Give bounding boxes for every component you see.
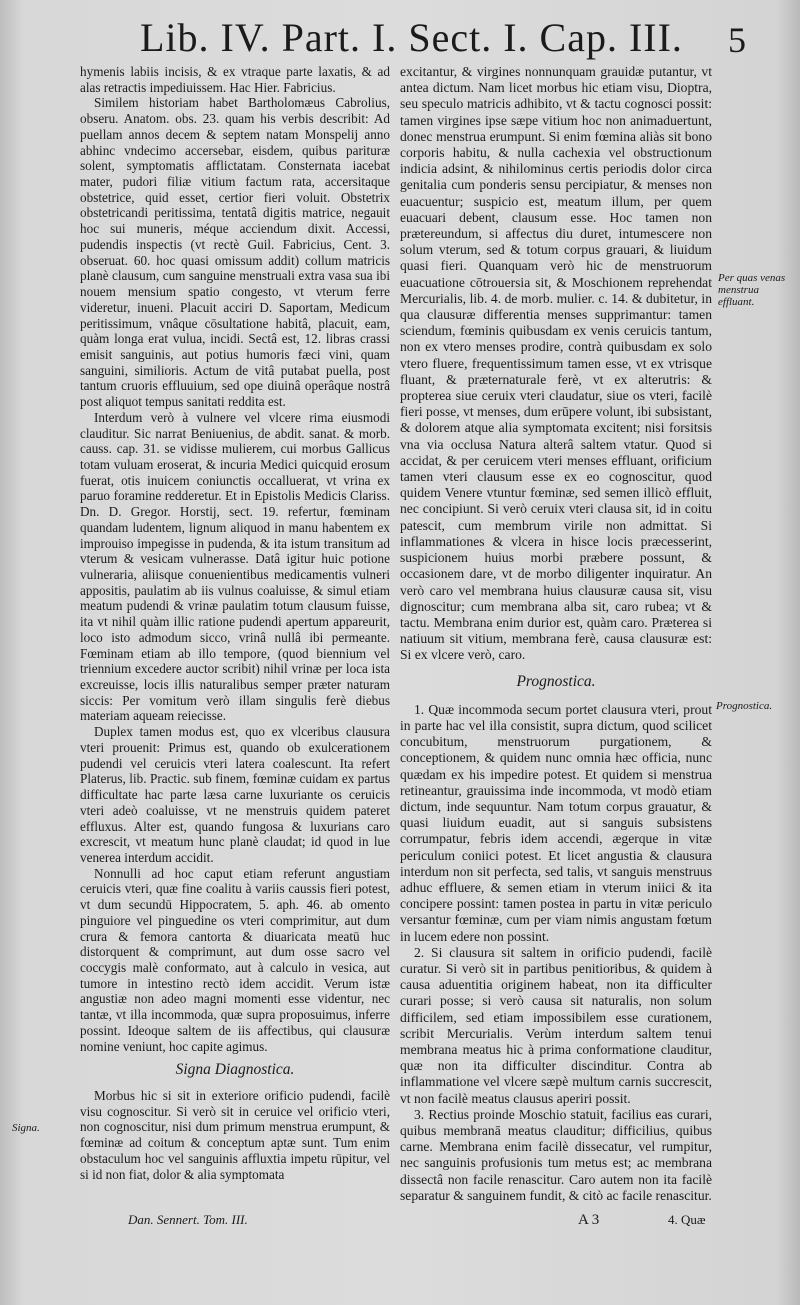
section-title-prognostica: Prognostica. (516, 672, 596, 690)
left-paragraph-1: hymenis labiis incisis, & ex vtraque parte laxatis, & ad alas retractis impediuissem. Hac Hier. Fabricius. (80, 64, 390, 95)
right-column (400, 64, 712, 1204)
left-paragraph-2: Similem historiam habet Bartholomæus Cabrolius, obseru. Anatom. obs. 23. quam his verbis describit: Ad puellam annos decem & septem natam Monspelij anno abhinc vndecimo accersebar, eisdem, quibus parituræ solent, symptomatis afflictatam. Consternata iacebat mater, pudori filiæ vitium factum rata, accersitaque obstetrice, quid esset, certior fieri voluit. Obstetrix obstetricandi peritissima, tentatâ digitis matrice, negauit hoc sui muneris, méque acciendum dixit. Accessi, pudendis inspectis (vt rectè Guil. Fabricius, Cent. 3. obseruat. 60. hoc quasi omissum addit) collum matricis planè clausum, cum sanguine menstruali extra vasa sua ibi nouem mensium spatio congesto, vt vterum ferre videretur, inueni. Placuit acciri D. Saportam, Medicum peritissimum, vnâque cōsultatione habitâ, placuit, eam, quàm longa erat vulua, incidi. Sectâ est, 12. libras crassi emisit sanguinis, aut potius humoris fæci vini, quam sanguini, similioris. Actum de vitâ putabat puella, post tantum cruoris effluuium, sed ope diuinâ operâque nostrâ post aliquot tempus sanitati reddita est. (80, 95, 390, 410)
right-paragraph-1: excitantur, & virgines nonnunquam grauidæ putantur, vt antea dictum. Nam licet morbus hic etiam visu, Dioptra, seu speculo matricis adhibito, vt & tactu cognosci possit: tamen virgines ipse sæpe vitium hoc non animaduertunt, donec menstrua erumpunt. Si enim fœmina aliàs sit bono corporis habitu, & nulla cachexia vel obstructionum indicia adsint, & nihilominus certis periodis dolor circa genitalia cum ponderis sensu percipiatur, & menses non euacuentur; suspicio est, meatum illum, per quem euacuari debent, clausum esse. Hoc tamen non prætereundum, si affectus diu duret, intumescere non solum vterum, sed & totum corpus grauari, & liuidum quasi fieri. Quanquam verò hic de menstruorum euacuatione cōtrouersia sit, & Moschionem reprehendat Mercurialis, lib. 4. de morb. mulier. c. 14. & dubitetur, in qua clausuræ differentia menses supprimantur: tamen sciendum, fœminis quibusdam ex venis ceruicis tantum, non ex vtero menses prodire, contrà quibusdam ex solo vtero fluere, frequentissimum tamen esse, vt ex vtrisque fluant, & præternaturale ferè, vt ex alterutris: & propterea siue ceruix vteri claudatur, siue os vteri, facilè fieri posse, vt menses, dum erūpere volunt, ibi subsistant, & dolorem atque alia symptomata excitent; nisi forsitsis vna via occlusa Natura alterâ saltem vtatur. Quod si accidat, & per ceruicem vteri menses effluant, orificium tamen vteri clausum esse ex eo cognoscitur, quod quidem Venere vtuntur fœminæ, sed semen illicò effluit, nec concipiunt. Si verò ceruix vteri clausa sit, id in coitu patescit, cum membrum virile non admittat. Si inflammationes & vlcera in hisce locis præcesserint, suspicionem huius morbi præbere possunt, & occasionem dare, vt de morbo diligenter inquiratur. An verò caro vel membrana huius clausuræ causa sit, visu dignoscitur; cum membrana alba sit, caro rubea; vt & tactu. Membrana enim durior est, quàm caro. Præterea si natiuum sit vitium, membrana ferè, causa clausuræ est: Si ex vlcere verò, caro. (400, 64, 712, 663)
footer-signature: Dan. Sennert. Tom. III. (128, 1212, 248, 1227)
left-column (80, 64, 390, 1182)
left-paragraph-3: Interdum verò à vulnere vel vlcere rima eiusmodi clauditur. Sic narrat Beniuenius, de abdit. sanat. & morb. causs. cap. 31. se vidisse mulierem, cui morbus Gallicus totam vuluam eroserat, & incuria Medici quicquid erosum fuerat, otis inuicem coniunctis occalluerat, vt vrina ex paruo foramine redderetur. Et in Epistolis Medicis Clariss. Dn. D. Gregor. Horstij, sect. 19. refertur, fœminam quandam ludentem, lignum aliquod in manu habentem ex improuiso impegisse in pudenda, & ita istum transitum ad vterum & vesicam vulnerasse. Datâ igitur huic potione vulneraria, aliisque conuenientibus medicamentis vulneri appositis, paulatim ab iis vulnus coaluisse, & simul etiam meatum pudendi & vrinæ paulatim totum clausum fuisse, ita vt nihil quàm illic ratione pudendi apertum appareurit, loco isto admodum sicco, vrinâ nullâ ibi permeante. Fœminam etiam ab illo tempore, (quod biennium vel triennium excedere auctor scribit) nihil vrinæ per loca ista excreuisse, locis illis naturalibus semper præter naturam siccis: Per vomitum verò illam singulis ferè diebus materiam aqueam reiecisse. (80, 409, 390, 724)
catchword: 4. Quæ (668, 1212, 706, 1227)
page-number: 5 (728, 20, 746, 60)
left-paragraph-4: Duplex tamen modus est, quo ex vlceribus clausura vteri prouenit: Primus est, quando ob exulcerationem pudendi vel ceruicis vteri latera coalescunt. Ita refert Platerus, lib. Practic. sub finem, fœminæ cuidam ex partus difficultate hac parte læsa carne luxuriante os ceruicis vteri adeò coaluisse, vt ne menstruis quidem pateret effluxus. Alter est, quando fungosa & luxurians caro excrescit, vt meatum hunc planè claudat; id quod in lue venerea interdum accidit. (80, 724, 390, 865)
prognosis-item-1: 1. Quæ incommoda secum portet clausura vteri, prout in parte hac vel illa consistit, supra dictum, quod scilicet concubitum, menstruorum purgationem, & conceptionem, & quidem nunc omnia hæc officia, nunc quædam ex his impedire potest. Et quidem si menstrua retineantur, grauissima inde incommoda, vt modò etiam dictum, inde sequuntur. Nam totum corpus grauatur, & quasi liuidum euadit, aut si sanguis subsistens corrumpatur, febris idem accendi, ægerque in vitæ periculum coniici potest. Et licet angustia & clausura interdum non sit perfecta, sed talis, vt sanguis menstruus adhuc effluere, & semen etiam in vterum iniici & ita concipere possint: tamen postea in partu in vitæ periculo versantur fœminæ, cum per viam nimis angustam fœtum in lucem edere non possint. (400, 701, 712, 944)
running-head: Lib. IV. Part. I. Sect. I. Cap. III. (140, 15, 683, 60)
signature-mark: A 3 (578, 1212, 600, 1228)
left-paragraph-signa: Morbus hic si sit in exteriore orificio pudendi, facilè visu cognoscitur. Si verò sit in ceruice vel orificio vteri, non cognoscitur, nisi dum primum menstrua erumpunt, & fœminæ ad coitum & conceptum aptæ sunt. Tum enim obstaculum hoc vel sanguinis affluxtia impetu rūpitur, vel si id non fiat, dolor & alia symptomata (80, 1088, 390, 1182)
section-title-signa: Signa Diagnostica. (175, 1061, 295, 1079)
margin-note-signa: Signa. (12, 1122, 40, 1134)
prognosis-item-2: 2. Si clausura sit saltem in orificio pudendi, facilè curatur. Si verò sit in partibus penitioribus, & quidem à causa aduentitia originem habeat, non ita difficulter curari posse; si verò causa sit naturalis, non solum difficilem, sed etiam impossibilem esse curationem, scribit Mercurialis. Verùm interdum saltem tenui membrana meatus hic à prima conformatione clauditur, quæ non ita difficulter discinditur. Contra ab inflammatione vel vlcere sæpè multum carnis succrescit, vt non facilè meatus clausus aperiri possit. (400, 944, 712, 1106)
page-header (0, 14, 800, 62)
page-footer (0, 1212, 800, 1242)
margin-note-venae: Per quas venas menstrua effluant. (718, 272, 786, 308)
prognosis-item-3: 3. Rectius proinde Moschio statuit, facilius eas curari, quibus membranā meatus clauditur; difficilius, quibus carne. Membrana enim facilè dissecatur, vel rumpitur, nec sanguinis profusionis tum metus est; ac membrana dissectâ non facile renascitur. Caro autem non ita facilè separatur & sanguinem fundit, & citò ac facile renascitur. (400, 1106, 712, 1203)
margin-note-prognostica: Prognostica. (716, 700, 773, 712)
left-paragraph-5: Nonnulli ad hoc caput etiam referunt angustiam ceruicis vteri, quæ fine coalitu à variis caussis fieri potest, vt dum secundū Hippocratem, 5. aph. 46. ab omento pinguiore vel pinguedine os vteri comprimitur, aut dum crura & femora cantorta & diuaricata meatū huc distorquent & comprimunt, aut dum osse sacro vel coccygis malè conformato, aut à calculo in vesica, aut tumore in intestino rectò idem accidit. Verum istæ angustiæ non adeo magni momenti esse videntur, nec tantæ, vt illa incommoda, quæ supra proposuimus, inferre possint. Ideoque saltem de iis affectibus, qui clausuræ nomine veniunt, hoc capite agimus. (80, 865, 390, 1054)
